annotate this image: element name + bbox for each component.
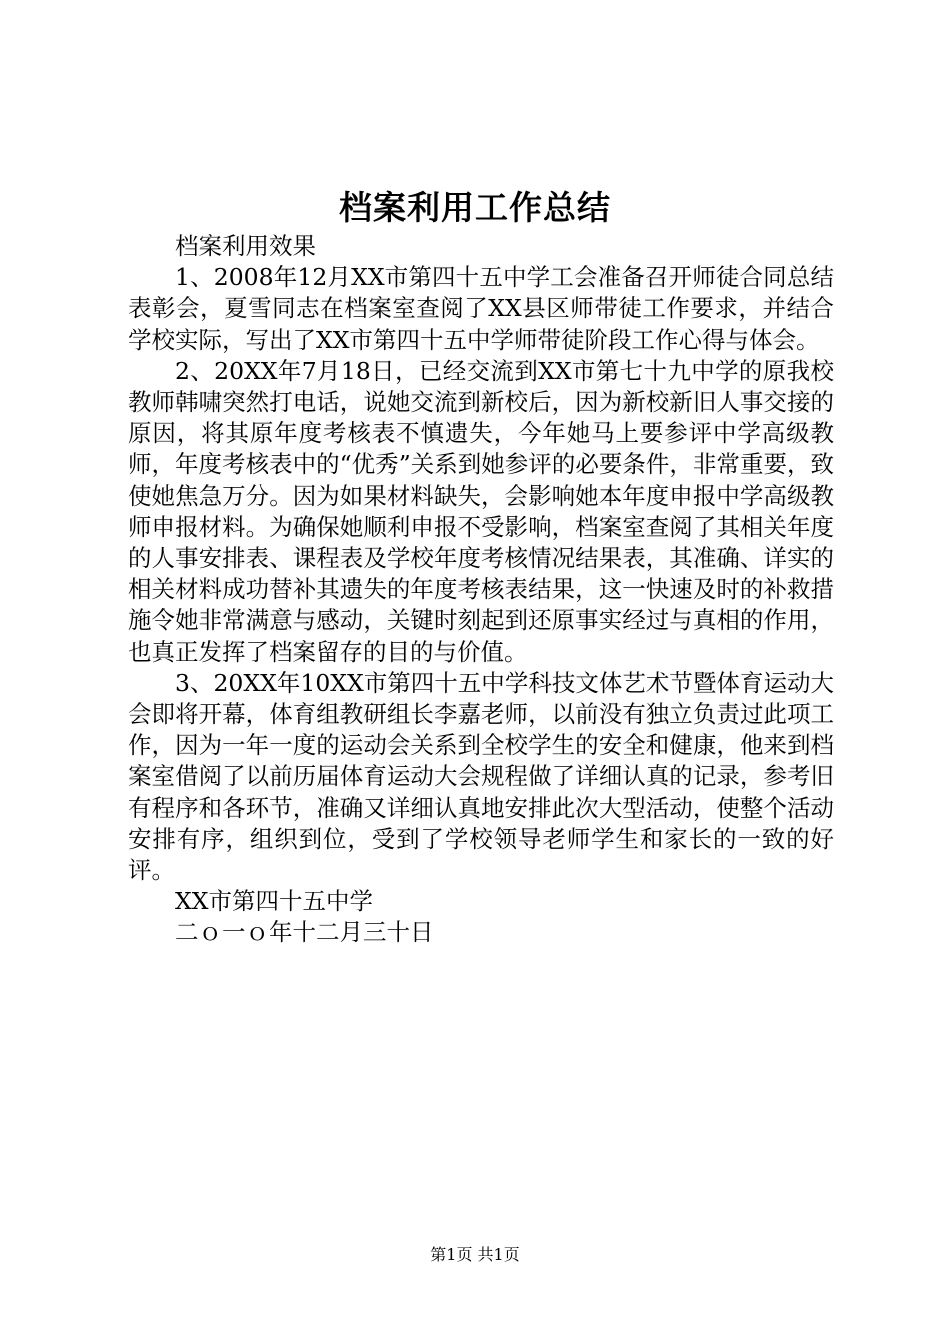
paragraph-item-1: 1、2008年12月XX市第四十五中学工会准备召开师徒合同总结表彰会，夏雪同志在档案室查阅了XX县区师带徒工作要求，并结合学校实际，写出了XX市第四十五中学师带徒阶段工作心得与体会。 [128, 263, 834, 354]
page-footer: 第1页 共1页 [430, 1245, 520, 1264]
document-title: 档案利用工作总结 [339, 188, 611, 227]
paragraph-item-2: 2、20XX年7月18日，已经交流到XX市第七十九中学的原我校教师韩啸突然打电话，说她交流到新校后，因为新校新旧人事交接的原因，将其原年度考核表不慎遗失，今年她马上要参评中学高级教师，年度考核表中的“优秀”关系到她参评的必要条件，非常重要，致使她焦急万分。因为如果材料缺失，会影响她本年度申报中学高级教师申报材料。为确保她顺利申报不受影响，档案室查阅了其相关年度的人事安排表、课程表及学校年度考核情况结果表，其准确、详实的相关材料成功替补其遗失的年度考核表结果，这一快速及时的补救措施令她非常满意与感动，关键时刻起到还原事实经过与真相的作用，也真正发挥了档案留存的目的与价值。 [128, 356, 834, 666]
paragraph-item-3: 3、20XX年10XX市第四十五中学科技文体艺术节暨体育运动大会即将开幕，体育组教研组长李嘉老师，以前没有独立负责过此项工作，因为一年一度的运动会关系到全校学生的安全和健康，他来到档案室借阅了以前历届体育运动大会规程做了详细认真的记录，参考旧有程序和各环节，准确又详细认真地安排此次大型活动，使整个活动安排有序，组织到位，受到了学校领导老师学生和家长的一致的好评。 [128, 668, 834, 885]
document-body [128, 231, 834, 949]
signature-organization: XX市第四十五中学 [175, 887, 373, 916]
section-heading: 档案利用效果 [175, 232, 316, 260]
signature-date: 二ｏ一ｏ年十二月三十日 [175, 918, 434, 947]
